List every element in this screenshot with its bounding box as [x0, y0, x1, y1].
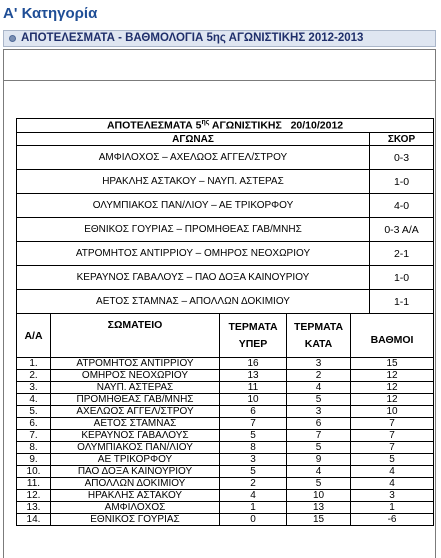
- points-cell: 15: [351, 358, 434, 370]
- content-header-box: [3, 49, 436, 81]
- page-title: Α' Κατηγορία: [3, 5, 98, 22]
- score-column-header: ΣΚΟΡ: [370, 133, 434, 146]
- position-cell: 3.: [17, 382, 51, 394]
- goals-for-label-1: ΤΕΡΜΑΤΑ: [228, 320, 278, 333]
- goals-for-cell: 0: [220, 514, 287, 526]
- team-name-cell: ΠΑΟ ΔΟΞΑ ΚΑΙΝΟΥΡΙΟΥ: [51, 466, 220, 478]
- standings-row: [17, 466, 434, 478]
- goals-against-label-1: ΤΕΡΜΑΤΑ: [293, 320, 344, 333]
- standings-row: [17, 406, 434, 418]
- goals-against-cell: 15: [287, 514, 351, 526]
- goals-against-cell: 7: [287, 430, 351, 442]
- goals-for-cell: 2: [220, 478, 287, 490]
- standings-row: [17, 358, 434, 370]
- points-cell: 12: [351, 382, 434, 394]
- goals-against-cell: 5: [287, 442, 351, 454]
- standings-row: [17, 514, 434, 526]
- team-name-cell: ΑΠΟΛΛΩΝ ΔΟΚΙΜΙΟΥ: [51, 478, 220, 490]
- team-name-cell: ΑΕ ΤΡΙΚΟΡΦΟΥ: [51, 454, 220, 466]
- points-cell: 4: [351, 478, 434, 490]
- match-row: [17, 170, 434, 194]
- content-left-border: [3, 81, 4, 558]
- position-cell: 8.: [17, 442, 51, 454]
- team-name-cell: ΗΡΑΚΛΗΣ ΑΣΤΑΚΟΥ: [51, 490, 220, 502]
- points-cell: 7: [351, 418, 434, 430]
- position-cell: 6.: [17, 418, 51, 430]
- standings-row: [17, 418, 434, 430]
- standings-row: [17, 394, 434, 406]
- team-name-cell: ΠΡΟΜΗΘΕΑΣ ΓΑΒ/ΜΝΗΣ: [51, 394, 220, 406]
- match-teams: ΚΕΡΑΥΝΟΣ ΓΑΒΑΛΟΥΣ – ΠΑΟ ΔΟΞΑ ΚΑΙΝΟΥΡΙΟΥ: [17, 266, 370, 290]
- points-cell: 7: [351, 442, 434, 454]
- article-title[interactable]: ΑΠΟΤΕΛΕΣΜΑΤΑ - ΒΑΘΜΟΛΟΓΙΑ 5ης ΑΓΩΝΙΣΤΙΚΗΣ 2012-2013: [21, 32, 364, 44]
- standings-row: [17, 430, 434, 442]
- goals-against-cell: 3: [287, 358, 351, 370]
- points-cell: 7: [351, 430, 434, 442]
- points-cell: 1: [351, 502, 434, 514]
- goals-against-label-2: ΚΑΤΑ: [304, 337, 333, 350]
- match-score: 0-3 Α/Α: [370, 218, 434, 242]
- goals-against-cell: 5: [287, 478, 351, 490]
- standings-row: [17, 502, 434, 514]
- standings-row: [17, 370, 434, 382]
- goals-for-cell: 10: [220, 394, 287, 406]
- team-column-header: [51, 314, 220, 358]
- goals-against-cell: 4: [287, 382, 351, 394]
- goals-against-cell: 2: [287, 370, 351, 382]
- standings-row: [17, 442, 434, 454]
- match-score: 1-0: [370, 266, 434, 290]
- position-column-header: Α/Α: [17, 314, 51, 358]
- team-name-cell: ΕΘΝΙΚΟΣ ΓΟΥΡΙΑΣ: [51, 514, 220, 526]
- points-cell: 5: [351, 454, 434, 466]
- position-cell: 12.: [17, 490, 51, 502]
- team-name-cell: ΑΜΦΙΛΟΧΟΣ: [51, 502, 220, 514]
- team-name-cell: ΝΑΥΠ. ΑΣΤΕΡΑΣ: [51, 382, 220, 394]
- match-score: 4-0: [370, 194, 434, 218]
- goals-against-cell: 13: [287, 502, 351, 514]
- goals-for-cell: 4: [220, 490, 287, 502]
- position-cell: 11.: [17, 478, 51, 490]
- goals-for-cell: 3: [220, 454, 287, 466]
- match-teams: ΑΕΤΟΣ ΣΤΑΜΝΑΣ – ΑΠΟΛΛΩΝ ΔΟΚΙΜΙΟΥ: [17, 290, 370, 314]
- match-teams: ΟΛΥΜΠΙΑΚΟΣ ΠΑΝ/ΛΙΟΥ – ΑΕ ΤΡΙΚΟΡΦΟΥ: [17, 194, 370, 218]
- team-name-cell: ΚΕΡΑΥΝΟΣ ΓΑΒΑΛΟΥΣ: [51, 430, 220, 442]
- points-cell: -6: [351, 514, 434, 526]
- match-teams: ΑΜΦΙΛΟΧΟΣ – ΑΧΕΛΩΟΣ ΑΓΓΕΛ/ΣΤΡΟΥ: [17, 146, 370, 170]
- goals-for-cell: 13: [220, 370, 287, 382]
- goals-for-cell: 5: [220, 466, 287, 478]
- match-row: [17, 146, 434, 170]
- team-column-label: ΣΩΜΑΤΕΙΟ: [107, 319, 163, 331]
- goals-for-cell: 6: [220, 406, 287, 418]
- match-row: [17, 266, 434, 290]
- team-name-cell: ΟΜΗΡΟΣ ΝΕΟΧΩΡΙΟΥ: [51, 370, 220, 382]
- team-name-cell: ΑΕΤΟΣ ΣΤΑΜΝΑΣ: [51, 418, 220, 430]
- goals-for-label-2: ΥΠΕΡ: [238, 337, 268, 350]
- position-cell: 7.: [17, 430, 51, 442]
- standings-row: [17, 490, 434, 502]
- points-cell: 12: [351, 394, 434, 406]
- goals-against-cell: 3: [287, 406, 351, 418]
- match-teams: ΕΘΝΙΚΟΣ ΓΟΥΡΙΑΣ – ΠΡΟΜΗΘΕΑΣ ΓΑΒ/ΜΝΗΣ: [17, 218, 370, 242]
- match-teams: ΗΡΑΚΛΗΣ ΑΣΤΑΚΟΥ – ΝΑΥΠ. ΑΣΤΕΡΑΣ: [17, 170, 370, 194]
- content-right-border: [435, 81, 436, 558]
- goals-for-cell: 11: [220, 382, 287, 394]
- goals-for-cell: 8: [220, 442, 287, 454]
- position-cell: 5.: [17, 406, 51, 418]
- match-score: 2-1: [370, 242, 434, 266]
- results-title: ΑΠΟΤΕΛΕΣΜΑΤΑ $5^{\eta\varsigma}$ ΑΓΩΝΙΣΤΙΚΗΣ 20/10/2012: [17, 119, 434, 133]
- points-cell: 4: [351, 466, 434, 478]
- position-cell: 13.: [17, 502, 51, 514]
- position-cell: 4.: [17, 394, 51, 406]
- goals-for-cell: 1: [220, 502, 287, 514]
- standings-header-row: [17, 314, 434, 358]
- position-cell: 10.: [17, 466, 51, 478]
- team-name-cell: ΟΛΥΜΠΙΑΚΟΣ ΠΑΝ/ΛΙΟΥ: [51, 442, 220, 454]
- points-cell: 10: [351, 406, 434, 418]
- position-cell: 1.: [17, 358, 51, 370]
- goals-against-column-header: [287, 314, 351, 358]
- goals-for-cell: 16: [220, 358, 287, 370]
- bullet-icon: [9, 35, 16, 42]
- goals-against-cell: 9: [287, 454, 351, 466]
- match-score: 1-1: [370, 290, 434, 314]
- position-cell: 14.: [17, 514, 51, 526]
- match-score: 0-3: [370, 146, 434, 170]
- match-row: [17, 218, 434, 242]
- standings-row: [17, 382, 434, 394]
- match-column-header: ΑΓΩΝΑΣ: [17, 133, 370, 146]
- goals-against-cell: 5: [287, 394, 351, 406]
- team-name-cell: ΑΤΡΟΜΗΤΟΣ ΑΝΤΙΡΡΙΟΥ: [51, 358, 220, 370]
- match-score: 1-0: [370, 170, 434, 194]
- match-row: [17, 290, 434, 314]
- team-name-cell: ΑΧΕΛΩΟΣ ΑΓΓΕΛ/ΣΤΡΟΥ: [51, 406, 220, 418]
- results-standings-table: [16, 118, 434, 526]
- goals-for-cell: 7: [220, 418, 287, 430]
- article-title-bar[interactable]: [3, 30, 436, 47]
- goals-against-cell: 10: [287, 490, 351, 502]
- match-row: [17, 242, 434, 266]
- goals-against-cell: 6: [287, 418, 351, 430]
- goals-for-column-header: [220, 314, 287, 358]
- standings-row: [17, 478, 434, 490]
- standings-row: [17, 454, 434, 466]
- points-column-header: ΒΑΘΜΟΙ: [351, 314, 434, 358]
- points-cell: 3: [351, 490, 434, 502]
- goals-against-cell: 4: [287, 466, 351, 478]
- points-cell: 12: [351, 370, 434, 382]
- goals-for-cell: 5: [220, 430, 287, 442]
- position-cell: 2.: [17, 370, 51, 382]
- match-row: [17, 194, 434, 218]
- position-cell: 9.: [17, 454, 51, 466]
- match-teams: ΑΤΡΟΜΗΤΟΣ ΑΝΤΙΡΡΙΟΥ – ΟΜΗΡΟΣ ΝΕΟΧΩΡΙΟΥ: [17, 242, 370, 266]
